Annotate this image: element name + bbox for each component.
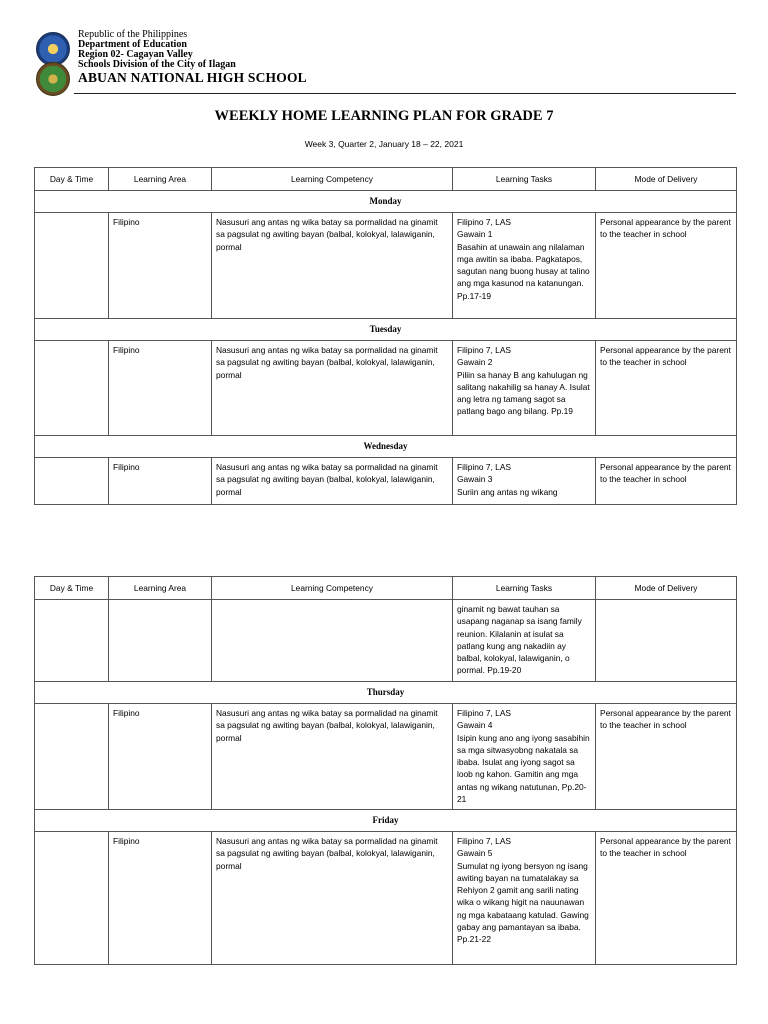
task-source: Filipino 7, LAS: [457, 217, 511, 227]
competency-cell: Nasusuri ang antas ng wika batay sa pormalidad na ginamit sa pagsulat ng awiting bayan (balbal, kolokyal, lalawiganin, pormal: [212, 832, 453, 965]
school-name: ABUAN NATIONAL HIGH SCHOOL: [78, 70, 307, 85]
tasks-cell: [453, 704, 596, 810]
page-title: WEEKLY HOME LEARNING PLAN FOR GRADE 7: [214, 108, 554, 124]
republic-line: Republic of the Philippines: [78, 29, 188, 40]
delivery-cell: Personal appearance by the parent to the teacher in school: [596, 832, 737, 965]
day-label: Tuesday: [35, 319, 737, 341]
task-instructions: Suriin ang antas ng wikang: [457, 486, 558, 497]
task-source: Filipino 7, LAS: [457, 345, 511, 355]
competency-cell: Nasusuri ang antas ng wika batay sa pormalidad na ginamit sa pagsulat ng awiting bayan (balbal, kolokyal, lalawiganin, pormal: [212, 704, 453, 810]
tasks-cell: [453, 213, 596, 319]
learning-area-cell: [109, 600, 212, 682]
time-cell: [35, 704, 109, 810]
col-learning-competency: Learning Competency: [212, 577, 453, 600]
col-day-time: Day & Time: [35, 577, 109, 600]
letterhead: [34, 30, 734, 94]
col-mode-of-delivery: Mode of Delivery: [596, 577, 737, 600]
day-row-tuesday: [35, 319, 737, 341]
delivery-cell: Personal appearance by the parent to the teacher in school: [596, 458, 737, 505]
tasks-cell: [453, 458, 596, 505]
day-label: Thursday: [35, 682, 737, 704]
time-cell: [35, 458, 109, 505]
division-seal-icon: [36, 62, 70, 96]
tasks-cell: [453, 341, 596, 436]
day-row-monday: [35, 191, 737, 213]
task-source: Filipino 7, LAS: [457, 708, 511, 718]
task-instructions: Piliin sa hanay B ang kahulugan ng salitang nakahilig sa hanay A. Isulat ang letra ng tamang sagot sa patlang bago ang bilang. Pp.19: [457, 369, 590, 417]
task-activity: Gawain 2: [457, 357, 493, 368]
time-cell: [35, 213, 109, 319]
table-header-row: [35, 168, 737, 191]
task-instructions: Basahin at unawain ang nilalaman mga awitin sa ibaba. Pagkatapos, sagutan nang buong husay at talino ang mga kasunod na katanungan. Pp.17-19: [457, 241, 590, 301]
delivery-cell: [596, 600, 737, 682]
table-header-row: [35, 577, 737, 600]
plan-table-page-1: [34, 167, 737, 505]
region-line: Region 02- Cagayan Valley: [78, 49, 193, 60]
table-row: [35, 213, 737, 319]
col-learning-tasks: Learning Tasks: [453, 168, 596, 191]
table-row: [35, 832, 737, 965]
time-cell: [35, 600, 109, 682]
tasks-cell: ginamit ng bawat tauhan sa usapang naganap sa isang family reunion. Kilalanin at isulat sa patlang kung ang nakadiin ay balbal, kolokyal, lalawiganin, o pormal. Pp.19-20: [453, 600, 596, 682]
table-row: [35, 600, 737, 682]
day-row-thursday: [35, 682, 737, 704]
tasks-cell: [453, 832, 596, 965]
competency-cell: Nasusuri ang antas ng wika batay sa pormalidad na ginamit sa pagsulat ng awiting bayan (balbal, kolokyal, lalawiganin, pormal: [212, 458, 453, 505]
task-instructions: Sumulat ng iyong bersyon ng isang awiting bayan na tumatalakay sa Rehiyon 2 gamit ang sarili nating wika o wikang higit na nauunawan ng mga kabataang katulad. Gawing gabay ang pamantayan sa ibaba. Pp.21-22: [457, 860, 589, 945]
day-label: Monday: [35, 191, 737, 213]
col-mode-of-delivery: Mode of Delivery: [596, 168, 737, 191]
letterhead-text: [78, 30, 307, 86]
col-learning-area: Learning Area: [109, 168, 212, 191]
col-learning-area: Learning Area: [109, 577, 212, 600]
learning-area-cell: Filipino: [109, 458, 212, 505]
competency-cell: Nasusuri ang antas ng wika batay sa pormalidad na ginamit sa pagsulat ng awiting bayan (balbal, kolokyal, lalawiganin, pormal: [212, 341, 453, 436]
learning-area-cell: Filipino: [109, 213, 212, 319]
table-row: [35, 458, 737, 505]
task-activity: Gawain 3: [457, 474, 493, 485]
day-label: Friday: [35, 810, 737, 832]
day-row-friday: [35, 810, 737, 832]
division-line: Schools Division of the City of Ilagan: [78, 59, 236, 70]
competency-cell: Nasusuri ang antas ng wika batay sa pormalidad na ginamit sa pagsulat ng awiting bayan (balbal, kolokyal, lalawiganin, pormal: [212, 213, 453, 319]
col-learning-tasks: Learning Tasks: [453, 577, 596, 600]
deped-seal-icon: [36, 32, 70, 66]
task-activity: Gawain 4: [457, 720, 493, 731]
task-source: Filipino 7, LAS: [457, 836, 511, 846]
delivery-cell: Personal appearance by the parent to the teacher in school: [596, 341, 737, 436]
col-day-time: Day & Time: [35, 168, 109, 191]
table-row: [35, 704, 737, 810]
task-activity: Gawain 5: [457, 848, 493, 859]
learning-area-cell: Filipino: [109, 704, 212, 810]
task-instructions: Isipin kung ano ang iyong sasabihin sa mga sitwasyobng nakatala sa ibaba. Isulat ang iyong sagot sa loob ng kahon. Gamitin ang mga antas ng wikang natutunan, Pp.20-21: [457, 732, 590, 805]
day-label: Wednesday: [35, 436, 737, 458]
task-activity: Gawain 1: [457, 229, 493, 240]
delivery-cell: Personal appearance by the parent to the teacher in school: [596, 704, 737, 810]
time-cell: [35, 832, 109, 965]
page-subtitle: Week 3, Quarter 2, January 18 – 22, 2021: [304, 139, 464, 149]
time-cell: [35, 341, 109, 436]
table-row: [35, 341, 737, 436]
competency-cell: [212, 600, 453, 682]
delivery-cell: Personal appearance by the parent to the teacher in school: [596, 213, 737, 319]
plan-table-page-2: [34, 576, 737, 965]
col-learning-competency: Learning Competency: [212, 168, 453, 191]
learning-area-cell: Filipino: [109, 832, 212, 965]
learning-area-cell: Filipino: [109, 341, 212, 436]
header-divider: [74, 93, 736, 94]
day-row-wednesday: [35, 436, 737, 458]
task-source: Filipino 7, LAS: [457, 462, 511, 472]
department-line: Department of Education: [78, 39, 187, 50]
